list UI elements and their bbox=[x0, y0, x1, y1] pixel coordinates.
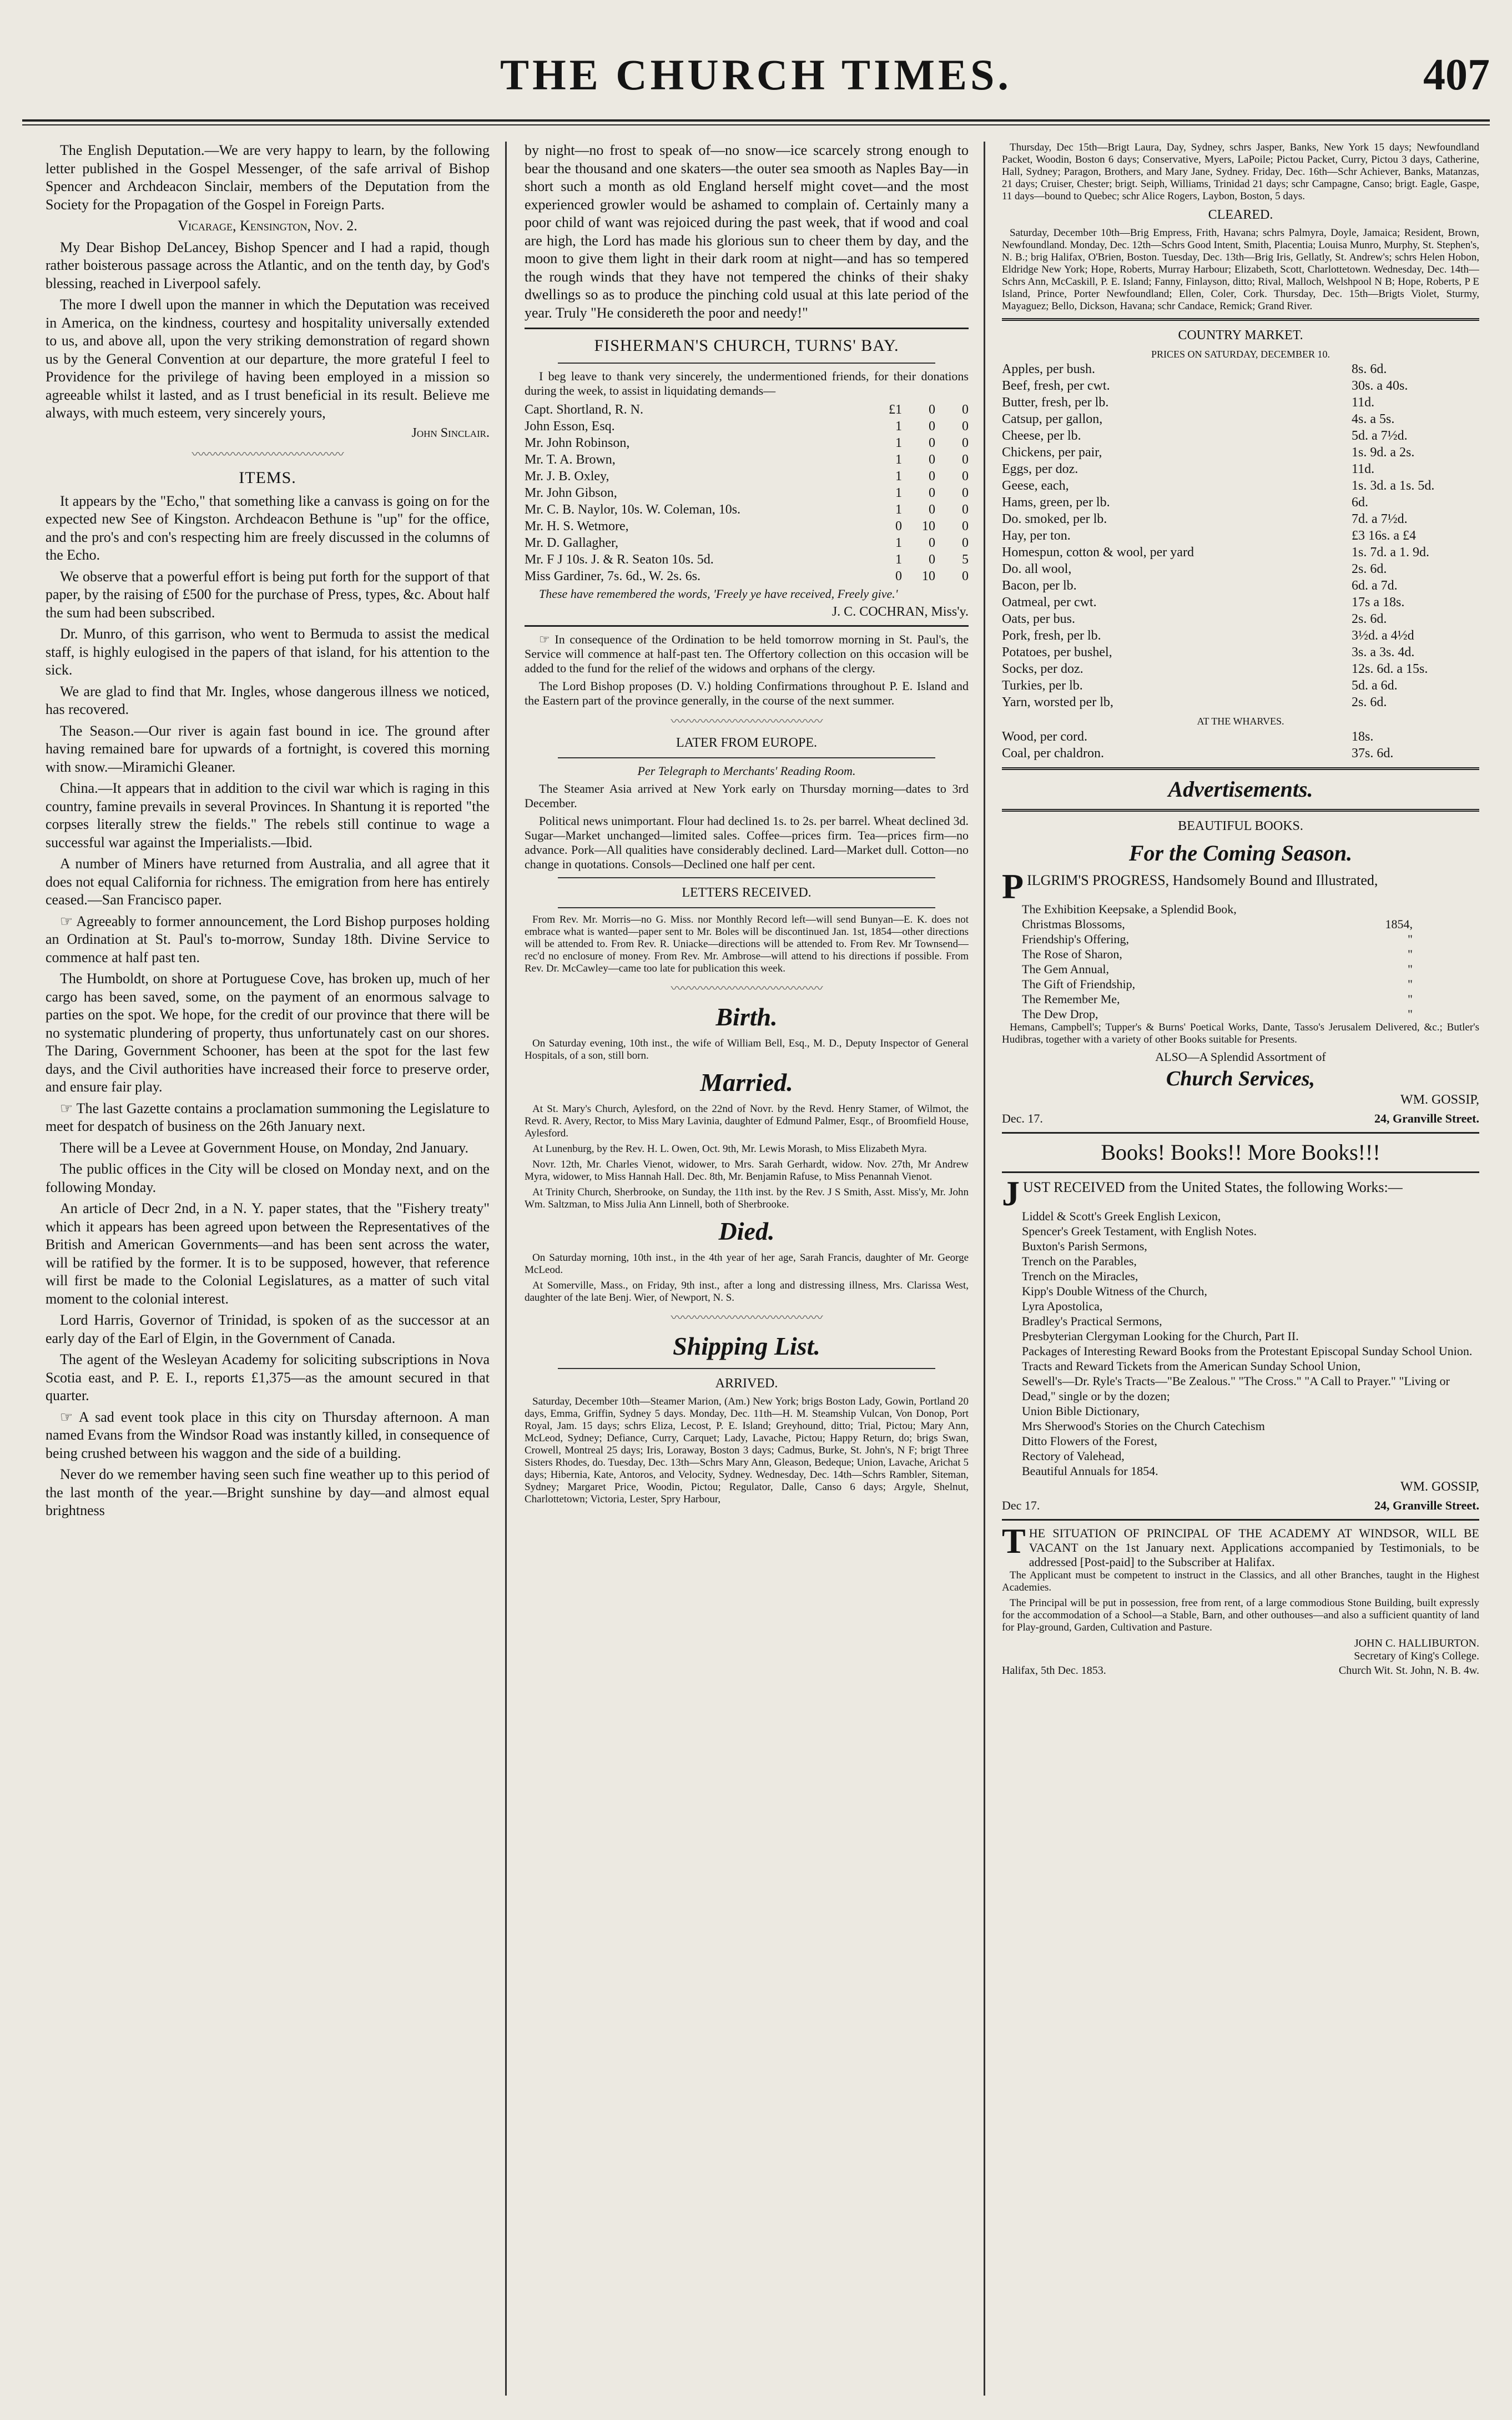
section-rule bbox=[558, 1368, 935, 1369]
market-subheading: PRICES ON SATURDAY, DECEMBER 10. bbox=[1151, 349, 1330, 360]
price-row bbox=[1002, 611, 1479, 627]
donation-pounds: 0 bbox=[895, 569, 902, 583]
price-row bbox=[1002, 594, 1479, 611]
donation-pounds: 1 bbox=[895, 552, 902, 567]
donation-pence: 0 bbox=[962, 536, 969, 550]
donation-pence: 0 bbox=[962, 569, 969, 583]
pilgrims-progress-ad bbox=[1002, 867, 1479, 906]
books-subheading: For the Coming Season. bbox=[1128, 841, 1353, 866]
footer-note: Church Wit. St. John, N. B. 4w. bbox=[1338, 1664, 1479, 1677]
gossip-address bbox=[1002, 1498, 1479, 1513]
newspaper-title: THE CHURCH TIMES. bbox=[500, 51, 1012, 99]
work-item: Spencer's Greek Testament, with English Notes. bbox=[1022, 1224, 1257, 1238]
work-item: Packages of Interesting Reward Books from the Protestant Episcopal Sunday School Union. bbox=[1022, 1344, 1473, 1358]
price-item: Chickens, per pair, bbox=[1002, 445, 1102, 460]
price-item: Eggs, per doz. bbox=[1002, 462, 1078, 476]
item-paragraph: We observe that a powerful effort is being put forth for the support of that paper, by the raising of £500 for the purchase of Press, types, &c. About half the sum had been subscribed. bbox=[46, 568, 490, 621]
donation-pounds: 1 bbox=[895, 502, 902, 517]
donation-shillings: 10 bbox=[922, 519, 935, 534]
price-item: Homespun, cotton & wool, per yard bbox=[1002, 545, 1194, 560]
price-item: Socks, per doz. bbox=[1002, 662, 1083, 676]
europe-paragraph: The Steamer Asia arrived at New York early on Thursday morning—dates to 3rd December. bbox=[525, 782, 969, 810]
work-item: Union Bible Dictionary, bbox=[1022, 1404, 1140, 1418]
marriage-notice: At St. Mary's Church, Aylesford, on the 22nd of Novr. by the Revd. Henry Stamer, of Wilmot, the Revd. R. Avery, Rector, to Miss Mary Lavinia, daughter of Edmund Palmer, Esqr., of Broomfield House, Aylesford. bbox=[525, 1103, 969, 1139]
price-item: Coal, per chaldron. bbox=[1002, 746, 1104, 761]
letter-dateline: Vicarage, Kensington, Nov. 2. bbox=[178, 218, 357, 234]
price-item: Cheese, per lb. bbox=[1002, 429, 1081, 443]
market-heading: COUNTRY MARKET. bbox=[1178, 328, 1303, 343]
price-value: 6d. a 7d. bbox=[1352, 578, 1398, 593]
price-value: 12s. 6d. a 15s. bbox=[1352, 662, 1428, 676]
situation-paragraph: The Applicant must be competent to instruct in the Classics, and all other Branches, taught in the Highest Academies. bbox=[1002, 1569, 1479, 1593]
donation-pence: 0 bbox=[962, 403, 969, 417]
section-rule bbox=[558, 907, 935, 908]
donation-pounds: £1 bbox=[889, 403, 902, 417]
donation-pence: 0 bbox=[962, 519, 969, 534]
price-value: 4s. a 5s. bbox=[1352, 412, 1395, 426]
gossip-date: Dec. 17. bbox=[1002, 1111, 1043, 1125]
work-item: Lyra Apostolica, bbox=[1022, 1299, 1103, 1313]
price-row bbox=[1002, 561, 1479, 577]
donation-name: Mr. D. Gallagher, bbox=[525, 536, 618, 550]
item-paragraph: China.—It appears that in addition to the civil war which is raging in this country, famine prevails in several Provinces. In Shantung it is reported "the corpses literally strew the fields." The rebels still continue to wage a successful war against the Imperialists.—Ibid. bbox=[46, 780, 490, 851]
price-value: 17s a 18s. bbox=[1352, 595, 1405, 610]
book-title: The Dew Drop, bbox=[1022, 1007, 1098, 1021]
donation-shillings: 0 bbox=[929, 536, 935, 550]
section-rule bbox=[558, 757, 935, 758]
section-rule bbox=[558, 363, 935, 364]
price-row bbox=[1002, 394, 1479, 411]
section-rule bbox=[1002, 1171, 1479, 1173]
price-row bbox=[1002, 694, 1479, 711]
price-item: Yarn, worsted per lb, bbox=[1002, 695, 1113, 710]
donation-row bbox=[525, 485, 969, 501]
price-row bbox=[1002, 677, 1479, 694]
donation-shillings: 0 bbox=[929, 469, 935, 484]
donations-table bbox=[525, 401, 969, 585]
donation-name: Mr. C. B. Naylor, 10s. W. Coleman, 10s. bbox=[525, 502, 741, 517]
donation-row bbox=[525, 401, 969, 418]
weather-continuation: by night—no frost to speak of—no snow—ice scarcely strong enough to bear the thousand and one skaters—the outer sea smooth as Naples Bay—in short such a month as old England herself might covet—and the most experienced growler would be ashamed to complain of. Certainly many a poor child of want was rejoiced during the past week, that if wood and coal are high, the Lord has made his glorious sun to cheer them by day, and the moon to give them light in their dark room at night—and has so tempered the rough winds that they have not tempered the chinks of their shaky dwellings so as to produce the pinching cold usual at this late period of the year. Truly "He considereth the poor and needy!" bbox=[525, 142, 969, 321]
price-value: 3½d. a 4½d bbox=[1352, 628, 1414, 643]
gossip-street: 24, Granville Street. bbox=[1374, 1498, 1479, 1512]
donation-name: Mr. F J 10s. J. & R. Seaton 10s. 5d. bbox=[525, 552, 714, 567]
church-closing: These have remembered the words, 'Freely ye have received, Freely give.' bbox=[539, 587, 898, 601]
work-item: Liddel & Scott's Greek English Lexicon, bbox=[1022, 1209, 1221, 1223]
work-item: Mrs Sherwood's Stories on the Church Catechism bbox=[1022, 1419, 1265, 1433]
work-item: Bradley's Practical Sermons, bbox=[1022, 1314, 1162, 1328]
item-paragraph: A number of Miners have returned from Australia, and all agree that it does not equal California for richness. The emigration from here has entirely ceased.—San Francisco paper. bbox=[46, 856, 490, 908]
item-paragraph: ☞ A sad event took place in this city on Thursday afternoon. A man named Evans from the Windsor Road was instantly killed, in consequence of being crushed between his waggon and the side of a building. bbox=[46, 1408, 490, 1461]
work-item: Presbyterian Clergyman Looking for the Church, Part II. bbox=[1022, 1329, 1299, 1343]
item-paragraph: The public offices in the City will be closed on Monday next, and on the following Monday. bbox=[46, 1161, 490, 1195]
donation-row bbox=[525, 468, 969, 485]
price-value: 5d. a 6d. bbox=[1352, 678, 1398, 693]
gossip-date: Dec 17. bbox=[1002, 1498, 1040, 1512]
birth-notice: On Saturday evening, 10th inst., the wife of William Bell, Esq., M. D., Deputy Inspector of General Hospitals, of a son, still born. bbox=[525, 1038, 969, 1061]
work-item: Kipp's Double Witness of the Church, bbox=[1022, 1284, 1207, 1298]
price-value: 1s. 7d. a 1. 9d. bbox=[1352, 545, 1429, 560]
price-row bbox=[1002, 577, 1479, 594]
price-row bbox=[1002, 494, 1479, 511]
arrived-heading: ARRIVED. bbox=[715, 1376, 778, 1391]
donation-pence: 0 bbox=[962, 469, 969, 484]
donation-row bbox=[525, 501, 969, 518]
donation-pounds: 1 bbox=[895, 419, 902, 434]
price-value: 2s. 6d. bbox=[1352, 612, 1387, 626]
item-paragraph: There will be a Levee at Government House, on Monday, 2nd January. bbox=[60, 1139, 468, 1156]
price-row bbox=[1002, 527, 1479, 544]
situation-footer bbox=[1002, 1663, 1479, 1678]
book-item bbox=[1002, 1007, 1479, 1022]
price-row bbox=[1002, 361, 1479, 378]
church-intro: I beg leave to thank very sincerely, the undermentioned friends, for their donations during the week, to assist in liquidating demands— bbox=[525, 369, 969, 398]
donation-shillings: 0 bbox=[929, 502, 935, 517]
price-value: 1s. 9d. a 2s. bbox=[1352, 445, 1415, 460]
letters-paragraph: From Rev. Mr. Morris—no G. Miss. nor Monthly Record left—will send Bunyan—E. K. does not embrace what is wanted—paper sent to Mr. Boles will be discontinued Jan. 1st, 1854—other directions will be attended to. From Rev. R. Uniacke—directions will be attended to. From Rev. Mr Townsend—rec'd no enclosure of money. From Rev. Mr. Ambrose—will attend to his directions if possible. From Rev. Dr. McCawley—came too late for publication this week. bbox=[525, 914, 969, 974]
section-rule bbox=[525, 625, 969, 627]
column-3 bbox=[1002, 142, 1479, 2407]
price-value: 11d. bbox=[1352, 395, 1375, 410]
price-value: 11d. bbox=[1352, 462, 1375, 476]
book-title: Christmas Blossoms, bbox=[1022, 917, 1125, 931]
donation-row bbox=[525, 535, 969, 551]
book-volume: " bbox=[1408, 992, 1413, 1006]
church-heading: FISHERMAN'S CHURCH, TURNS' BAY. bbox=[594, 336, 899, 355]
books-closing: Hemans, Campbell's; Tupper's & Burns' Poetical Works, Dante, Tasso's Jerusalem Delivered, &c.; Butler's Hudibras, together with a variety of other Books suitable for Presents. bbox=[1002, 1022, 1479, 1045]
donation-shillings: 0 bbox=[929, 552, 935, 567]
price-item: Geese, each, bbox=[1002, 479, 1069, 493]
price-value: 2s. 6d. bbox=[1352, 562, 1387, 576]
drop-cap: J bbox=[1002, 1174, 1020, 1213]
price-item: Butter, fresh, per lb. bbox=[1002, 395, 1109, 410]
death-notice: On Saturday morning, 10th inst., in the 4th year of her age, Sarah Francis, daughter of Mr. George McLeod. bbox=[525, 1252, 969, 1276]
deputation-paragraph: The English Deputation.—We are very happy to learn, by the following letter published in the Gospel Messenger, of the safe arrival of Bishop Spencer and Archdeacon Sinclair, members of the Deputation from the Society for the Propagation of the Gospel in Foreign Parts. bbox=[46, 142, 490, 213]
price-row bbox=[1002, 644, 1479, 661]
price-value: 1s. 3d. a 1s. 5d. bbox=[1352, 479, 1435, 493]
book-title: The Rose of Sharon, bbox=[1022, 947, 1122, 961]
book-item bbox=[1002, 917, 1479, 932]
price-value: 30s. a 40s. bbox=[1352, 379, 1408, 393]
price-item: Hay, per ton. bbox=[1002, 529, 1071, 543]
donation-pounds: 0 bbox=[895, 519, 902, 534]
price-value: 18s. bbox=[1352, 729, 1374, 744]
letter-signature: John Sinclair. bbox=[411, 425, 490, 440]
book-item bbox=[1002, 977, 1479, 992]
donation-name: Mr. J. B. Oxley, bbox=[525, 469, 609, 484]
price-item: Pork, fresh, per lb. bbox=[1002, 628, 1101, 643]
price-row bbox=[1002, 461, 1479, 477]
donation-shillings: 0 bbox=[929, 452, 935, 467]
donation-shillings: 0 bbox=[929, 486, 935, 500]
donation-shillings: 0 bbox=[929, 403, 935, 417]
column-1 bbox=[46, 142, 490, 2407]
item-paragraph: Never do we remember having seen such fine weather up to this period of the last month of the year.—Bright sunshine by day—and almost equal brightness bbox=[46, 1466, 490, 1518]
item-paragraph: The Season.—Our river is again fast bound in ice. The ground after having remained bare for upwards of a fortnight, is covered this morning with snow.—Miramichi Gleaner. bbox=[46, 722, 490, 775]
donation-pence: 0 bbox=[962, 486, 969, 500]
price-row bbox=[1002, 745, 1479, 762]
price-item: Hams, green, per lb. bbox=[1002, 495, 1110, 510]
price-item: Beef, fresh, per cwt. bbox=[1002, 379, 1110, 393]
ornament-divider: 〰〰〰〰〰〰〰〰〰〰〰〰〰 bbox=[191, 447, 344, 461]
cleared-heading: CLEARED. bbox=[1208, 208, 1273, 222]
just-received-text: UST RECEIVED from the United States, the following Works:— bbox=[1023, 1179, 1403, 1195]
donation-shillings: 0 bbox=[929, 419, 935, 434]
item-paragraph: Dr. Munro, of this garrison, who went to Bermuda to assist the medical staff, is highly eulogised in the papers of that island, for his attention to the sick. bbox=[46, 626, 490, 678]
donation-row bbox=[525, 418, 969, 435]
donation-row bbox=[525, 551, 969, 568]
book-title: The Remember Me, bbox=[1022, 992, 1120, 1006]
donations-body bbox=[525, 401, 969, 585]
donation-name: Mr. John Robinson, bbox=[525, 436, 630, 450]
price-value: £3 16s. a £4 bbox=[1352, 529, 1416, 543]
section-rule bbox=[1002, 767, 1479, 770]
book-volume: " bbox=[1408, 977, 1413, 991]
donation-row bbox=[525, 435, 969, 451]
item-paragraph: The Humboldt, on shore at Portuguese Cove, has broken up, much of her cargo has been saved, some, on the payment of an enormous salvage to parties on the spot. We hope, for the credit of our province that there will be no systematic plundering of property, thus unfortunately cast on our shores. The Daring, Government Schooner, has been at the spot for the last few days, and the Civil authorities have increased their force to preserve order, and ensure fair play. bbox=[46, 970, 490, 1095]
church-services-heading: Church Services, bbox=[1166, 1067, 1316, 1090]
price-row bbox=[1002, 661, 1479, 677]
donation-pence: 0 bbox=[962, 502, 969, 517]
donation-name: Miss Gardiner, 7s. 6d., W. 2s. 6s. bbox=[525, 569, 701, 583]
price-row bbox=[1002, 411, 1479, 427]
gossip-name: WM. GOSSIP, bbox=[1400, 1480, 1479, 1494]
column-2 bbox=[525, 142, 969, 2407]
book-item bbox=[1002, 992, 1479, 1007]
marriage-notice: Novr. 12th, Mr. Charles Vienot, widower, to Mrs. Sarah Gerhardt, widow. Nov. 27th, Mr Andrew Myra, widower, to Miss Hannah Hall. Dec. 8th, Mr. Benjamin Rafuse, to Miss Penannah Vienot. bbox=[525, 1159, 969, 1183]
book-item bbox=[1002, 902, 1479, 917]
price-value: 8s. 6d. bbox=[1352, 362, 1387, 376]
item-paragraph: It appears by the "Echo," that something like a canvass is going on for the expected new See of Kingston. Archdeacon Bethune is "up" for the office, and the pro's and con's respecting him are freely discussed in the columns of the Echo. bbox=[46, 492, 490, 563]
donation-shillings: 0 bbox=[929, 436, 935, 450]
ordination-paragraph: The Lord Bishop proposes (D. V.) holding Confirmations throughout P. E. Island and the Eastern part of the province generally, in the course of the next summer. bbox=[525, 679, 969, 707]
item-paragraph: We are glad to find that Mr. Ingles, whose dangerous illness we noticed, has recovered. bbox=[46, 683, 490, 717]
price-item: Do. smoked, per lb. bbox=[1002, 512, 1107, 526]
price-row bbox=[1002, 544, 1479, 561]
book-item bbox=[1002, 932, 1479, 947]
advertisements-heading: Advertisements. bbox=[1168, 777, 1313, 802]
married-heading: Married. bbox=[700, 1068, 793, 1096]
market-table bbox=[1002, 361, 1479, 711]
europe-subheading: Per Telegraph to Merchants' Reading Room. bbox=[637, 764, 856, 778]
work-item: Rectory of Valehead, bbox=[1022, 1449, 1125, 1463]
shipping-heading: Shipping List. bbox=[673, 1332, 820, 1360]
price-row bbox=[1002, 427, 1479, 444]
wharves-body bbox=[1002, 728, 1479, 762]
price-row bbox=[1002, 444, 1479, 461]
church-signature: J. C. COCHRAN, Miss'y. bbox=[831, 605, 969, 619]
ordination-paragraph: ☞ In consequence of the Ordination to be held tomorrow morning in St. Paul's, the Service will commence at half-past ten. The Offertory collection on this occasion will be added to the fund for the relief of the widows and orphans of the clergy. bbox=[525, 632, 969, 675]
donation-pounds: 1 bbox=[895, 436, 902, 450]
price-item: Apples, per bush. bbox=[1002, 362, 1095, 376]
works-list bbox=[1002, 1209, 1479, 1478]
ornament-divider: 〰〰〰〰〰〰〰〰〰〰〰〰〰 bbox=[671, 715, 823, 728]
death-notice: At Somerville, Mass., on Friday, 9th inst., after a long and distressing illness, Mrs. Clarissa West, daughter of the late Benj. Wier, of Newport, N. S. bbox=[525, 1280, 969, 1304]
situation-text: HE SITUATION OF PRINCIPAL OF THE ACADEMY AT WINDSOR, WILL BE VACANT on the 1st January next. Applications accompanied by Testimonials, to be addressed [Post-paid] to the Subscriber at Halifax. bbox=[1029, 1526, 1479, 1569]
price-row bbox=[1002, 378, 1479, 394]
book-item bbox=[1002, 947, 1479, 962]
donation-pence: 0 bbox=[962, 436, 969, 450]
letters-heading: LETTERS RECEIVED. bbox=[682, 886, 812, 900]
letter-paragraph: My Dear Bishop DeLancey, Bishop Spencer and I had a rapid, though rather boisterous passage across the Atlantic, and on the tenth day, by God's blessing, reached in Liverpool safely. bbox=[46, 239, 490, 291]
donation-row bbox=[525, 451, 969, 468]
price-value: 6d. bbox=[1352, 495, 1368, 510]
donation-name: Mr. John Gibson, bbox=[525, 486, 617, 500]
item-paragraph: The agent of the Wesleyan Academy for soliciting subscriptions in Nova Scotia east, and P. E. I., reports £1,375—as the amount secured in that quarter. bbox=[46, 1351, 490, 1403]
europe-heading: LATER FROM EUROPE. bbox=[676, 736, 818, 750]
letter-paragraph: The more I dwell upon the manner in which the Deputation was received in America, on the kindness, courtesy and hospitality universally extended to us, and above all, upon the very striking demonstration of regard shown us by the General Convention at our departure, the more grateful I feel to Providence for the privilege of having been employed in a mission so agreeable whilst it lasted, and as I trust beneficial in its result. Believe me always, with much esteem, very sincerely yours, bbox=[46, 296, 490, 421]
gossip-street: 24, Granville Street. bbox=[1374, 1111, 1479, 1125]
donation-pence: 0 bbox=[962, 419, 969, 434]
situation-ad bbox=[1002, 1521, 1479, 1569]
book-item bbox=[1002, 962, 1479, 977]
donation-pounds: 1 bbox=[895, 452, 902, 467]
donation-pounds: 1 bbox=[895, 536, 902, 550]
price-value: 3s. a 3s. 4d. bbox=[1352, 645, 1415, 660]
situation-date: Halifax, 5th Dec. 1853. bbox=[1002, 1664, 1106, 1677]
price-row bbox=[1002, 511, 1479, 527]
book-volume: " bbox=[1408, 1007, 1413, 1021]
book-title: The Gift of Friendship, bbox=[1022, 977, 1136, 991]
wharves-table bbox=[1002, 728, 1479, 762]
section-rule bbox=[1002, 1132, 1479, 1134]
book-volume: " bbox=[1408, 947, 1413, 961]
item-paragraph: Lord Harris, Governor of Trinidad, is spoken of as the successor at an early day of the Earl of Elgin, in the Government of Canada. bbox=[46, 1312, 490, 1346]
price-item: Wood, per cord. bbox=[1002, 729, 1088, 744]
donation-pounds: 1 bbox=[895, 469, 902, 484]
book-volume: " bbox=[1408, 962, 1413, 976]
donation-pence: 0 bbox=[962, 452, 969, 467]
also-line: ALSO—A Splendid Assortment of bbox=[1155, 1050, 1326, 1064]
book-volume: 1854, bbox=[1385, 917, 1413, 931]
work-item: Buxton's Parish Sermons, bbox=[1022, 1239, 1147, 1253]
marriage-notice: At Trinity Church, Sherbrooke, on Sunday, the 11th inst. by the Rev. J S Smith, Asst. Miss'y, Mr. John Wm. Saltzman, to Miss Julia Ann Linnell, both of Sherbrooke. bbox=[525, 1186, 969, 1210]
column-divider bbox=[984, 142, 985, 2396]
column-divider bbox=[505, 142, 507, 2396]
shipping-continuation: Thursday, Dec 15th—Brigt Laura, Day, Sydney, schrs Jasper, Banks, New York 15 days; Newfoundland Packet, Woodin, Boston 6 days; Conservative, Myers, LaPoile; Pictou Packet, Curry, Pictou 3 days, Catherine, Hall, Sydney; Paragon, Brothers, and Mary Jane, Sydney. Friday, Dec. 16th—Schr Achiever, Banks, Matanzas, 21 days; Cruiser, Chester; brigt. Seiph, Williams, Trinidad 21 days; schr Campagne, Canso; brigt. Eagle, Gaspe, 11 days—bound to Quebec; schr Alice Rogers, Laybon, Boston, 5 days. bbox=[1002, 142, 1479, 202]
donation-shillings: 10 bbox=[922, 569, 935, 583]
price-row bbox=[1002, 728, 1479, 745]
masthead-rule-thin bbox=[22, 124, 1490, 125]
price-item: Potatoes, per bushel, bbox=[1002, 645, 1112, 660]
item-paragraph: ☞ Agreeably to former announcement, the Lord Bishop purposes holding an Ordination at St. Paul's to-morrow, Sunday 18th. Divine Service to commence at half past ten. bbox=[46, 913, 490, 965]
books2-heading: Books! Books!! More Books!!! bbox=[1101, 1140, 1380, 1165]
drop-cap: P bbox=[1002, 867, 1024, 906]
just-received-ad bbox=[1002, 1174, 1479, 1213]
donation-name: Mr. T. A. Brown, bbox=[525, 452, 616, 467]
book-volume: " bbox=[1408, 932, 1413, 946]
work-item: Ditto Flowers of the Forest, bbox=[1022, 1434, 1157, 1448]
ornament-divider: 〰〰〰〰〰〰〰〰〰〰〰〰〰 bbox=[671, 982, 823, 995]
book-title: The Gem Annual, bbox=[1022, 962, 1110, 976]
situation-title: Secretary of King's College. bbox=[1354, 1650, 1479, 1662]
book-title: Friendship's Offering, bbox=[1022, 932, 1129, 946]
donation-row bbox=[525, 518, 969, 535]
books-list bbox=[1002, 902, 1479, 1022]
price-row bbox=[1002, 477, 1479, 494]
price-item: Oats, per bus. bbox=[1002, 612, 1075, 626]
section-rule bbox=[525, 328, 969, 329]
price-value: 7d. a 7½d. bbox=[1352, 512, 1408, 526]
cleared-list: Saturday, December 10th—Brig Empress, Frith, Havana; schrs Palmyra, Doyle, Jamaica; Resident, Brown, Newfoundland. Monday, Dec. 12th—Schrs Good Intent, Smith, Placentia; Louisa Munro, Murphy, St. Stephen's, N. B.; brig Halifax, O'Brien, Boston. Tuesday, Dec. 13th—Brig Iris, Gellatly, St. Andrew's; schrs Helen Hobon, Eldridge New York; Hope, Roberts, Murray Harbour; Elizabeth, Scott, Charlottetown. Wednesday, Dec. 14th—Schrs Ann, McCaskill, P. E. Island; Fanny, Finlayson, ditto; Rival, Malloch, Welshpool N B; Hope, Roberts, P E Island, Prince, Porter Newfoundland; Ellen, Coler, Cork. Thursday, Dec. 15th—Brigts Violet, Sturmy, Mayaguez; Bello, Dickson, Havana; schr Candace, Remick; Grand River. bbox=[1002, 227, 1479, 312]
page-number: 407 bbox=[1423, 51, 1490, 99]
item-paragraph: An article of Decr 2nd, in a N. Y. paper states, that the "Fishery treaty" which it appears has been agreed upon between the Representatives of the British and American Governments—and has been sent across the water, will be ratified by the former. It is to be supposed, however, that reference will first be made to the Colonial Legislatures, as a matter of such vital moment to the colonial interest. bbox=[46, 1200, 490, 1307]
masthead-rule bbox=[22, 119, 1490, 122]
situation-paragraph: The Principal will be put in possession, free from rent, of a large commodious Stone Building, built expressly for the accommodation of a School—a Stable, Barn, and other outhouses—and also a sufficient quantity of land for Play-ground, Garden, Cultivation and Pasture. bbox=[1002, 1597, 1479, 1633]
donation-pounds: 1 bbox=[895, 486, 902, 500]
europe-paragraph: Political news unimportant. Flour had declined 1s. to 2s. per barrel. Wheat declined 3d. Sugar—Market unchanged—limited sales. Coffee—prices firm. Tea—prices firm—no advance. Pork—All qualities have considerably declined. Lard—Market dull. Cotton—no change in quotations. Consols—Declined one half per cent. bbox=[525, 814, 969, 871]
book-title: The Exhibition Keepsake, a Splendid Book, bbox=[1022, 902, 1237, 916]
donation-name: Capt. Shortland, R. N. bbox=[525, 403, 643, 417]
price-item: Catsup, per gallon, bbox=[1002, 412, 1103, 426]
price-item: Turkies, per lb. bbox=[1002, 678, 1083, 693]
died-heading: Died. bbox=[718, 1217, 775, 1245]
pilgrims-progress-text: ILGRIM'S PROGRESS, Handsomely Bound and Illustrated, bbox=[1027, 872, 1378, 888]
ornament-divider: 〰〰〰〰〰〰〰〰〰〰〰〰〰 bbox=[671, 1311, 823, 1325]
work-item: Sewell's—Dr. Ryle's Tracts—"Be Zealous." "The Cross." "A Call to Prayer." "Living or Dead," single or by the dozen; bbox=[1022, 1374, 1450, 1403]
books-heading: BEAUTIFUL BOOKS. bbox=[1178, 819, 1303, 833]
arrived-list: Saturday, December 10th—Steamer Marion, (Am.) New York; brigs Boston Lady, Gowin, Portland 20 days, Emma, Griffin, Sydney 5 days. Monday, Dec. 11th—H. M. Steamship Vulcan, Von Donop, Port Royal, Jam. 15 days; schrs Eliza, Lecost, P. E. Island; Greyhound, ditto; Trial, Pictou; Mary Ann, McLeod, Sydney; Defiance, Curry, Carquet; Lady, Lavache, Pictou; Happy Return, do; brigs Swan, Crowell, Montreal 25 days; Iris, Loraway, Boston 3 days; Cadmus, Burke, St. John's, N F; brigt Three Sisters Rhodes, do. Tuesday, Dec. 13th—Schrs Mary Ann, Gleason, Bedeque; Union, Lavache, Arichat 5 days; Hibernia, Kate, Antoros, and Velocity, Sydney. Wednesday, Dec. 14th—Schrs Rambler, Siteman, Sydney; Margaret Price, Woodin, Pictou; Regulator, Dalle, Canso 6 days; Argyle, Shelnut, Charlottetown; Victoria, Lester, Spry Harbour, bbox=[525, 1396, 969, 1505]
price-value: 2s. 6d. bbox=[1352, 695, 1387, 710]
items-heading: ITEMS. bbox=[239, 468, 296, 487]
price-value: 37s. 6d. bbox=[1352, 746, 1394, 761]
work-item: Trench on the Parables, bbox=[1022, 1254, 1137, 1268]
birth-heading: Birth. bbox=[715, 1003, 778, 1031]
gossip-name: WM. GOSSIP, bbox=[1400, 1093, 1479, 1107]
price-item: Oatmeal, per cwt. bbox=[1002, 595, 1097, 610]
section-rule bbox=[1002, 809, 1479, 812]
section-rule bbox=[1002, 318, 1479, 321]
masthead bbox=[0, 50, 1512, 117]
section-rule bbox=[1002, 1519, 1479, 1521]
price-item: Bacon, per lb. bbox=[1002, 578, 1077, 593]
situation-signature: JOHN C. HALLIBURTON. bbox=[1354, 1637, 1479, 1649]
wharves-heading: AT THE WHARVES. bbox=[1197, 716, 1284, 727]
price-row bbox=[1002, 627, 1479, 644]
donation-pence: 5 bbox=[962, 552, 969, 567]
work-item: Tracts and Reward Tickets from the American Sunday School Union, bbox=[1022, 1359, 1361, 1373]
price-value: 5d. a 7½d. bbox=[1352, 429, 1408, 443]
work-item: Trench on the Miracles, bbox=[1022, 1269, 1138, 1283]
donation-name: Mr. H. S. Wetmore, bbox=[525, 519, 629, 534]
market-body bbox=[1002, 361, 1479, 711]
marriage-notice: At Lunenburg, by the Rev. H. L. Owen, Oct. 9th, Mr. Lewis Morash, to Miss Elizabeth Myra. bbox=[532, 1143, 927, 1155]
section-rule bbox=[558, 877, 935, 878]
drop-cap: T bbox=[1002, 1521, 1026, 1561]
item-paragraph: ☞ The last Gazette contains a proclamation summoning the Legislature to meet for despatch of business on the 26th January next. bbox=[46, 1100, 490, 1134]
price-item: Do. all wool, bbox=[1002, 562, 1072, 576]
work-item: Beautiful Annuals for 1854. bbox=[1022, 1464, 1158, 1478]
donation-row bbox=[525, 568, 969, 585]
donation-name: John Esson, Esq. bbox=[525, 419, 615, 434]
gossip-address bbox=[1002, 1111, 1479, 1126]
